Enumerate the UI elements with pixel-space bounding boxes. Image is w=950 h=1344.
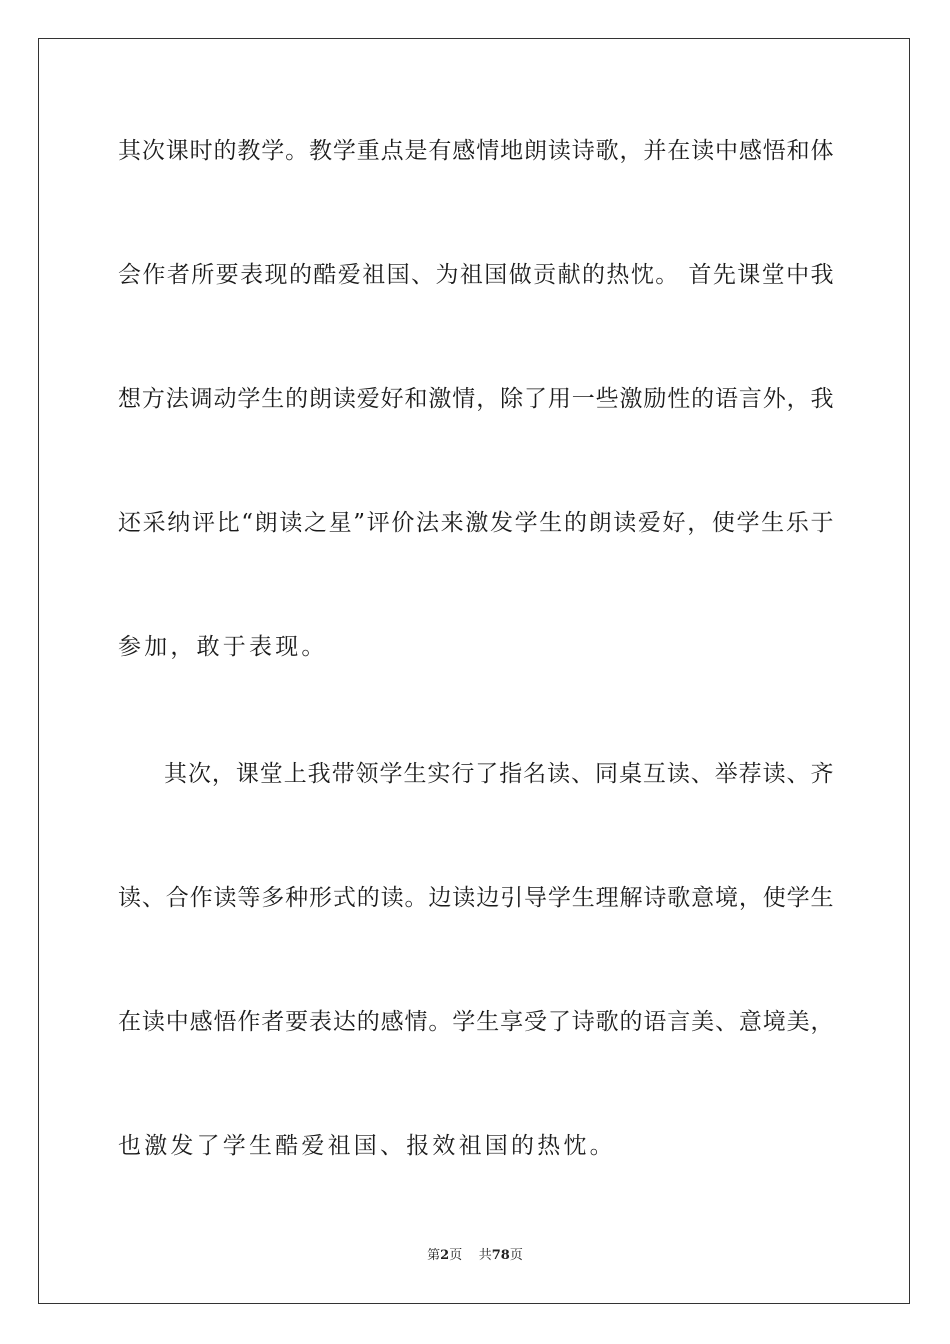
footer-page-suffix: 页	[449, 1248, 463, 1263]
paragraph-2-line-4: 也激发了学生酷爱祖国、报效祖国的热忱。	[118, 1133, 616, 1159]
paragraph-1-line-3: 想方法调动学生的朗读爱好和激情，除了用一些激励性的语言外，我	[118, 386, 834, 412]
paragraph-1-line-4: 还采纳评比“朗读之星”评价法来激发学生的朗读爱好，使学生乐于	[118, 510, 834, 536]
footer-page-prefix: 第	[427, 1248, 441, 1263]
page-border	[38, 38, 910, 1304]
footer-total-pages: 78	[491, 1248, 510, 1263]
paragraph-2-line-1: 其次，课堂上我带领学生实行了指名读、同桌互读、举荐读、齐	[164, 761, 834, 787]
page-footer	[0, 1247, 950, 1265]
paragraph-2-line-3: 在读中感悟作者要表达的感情。学生享受了诗歌的语言美、意境美，	[118, 1009, 834, 1035]
paragraph-2-line-2: 读、合作读等多种形式的读。边读边引导学生理解诗歌意境，使学生	[118, 885, 834, 911]
paragraph-1-line-2: 会作者所要表现的酷爱祖国、为祖国做贡献的热忱。 首先课堂中我	[118, 262, 834, 288]
footer-total-suffix: 页	[509, 1248, 523, 1263]
footer-total-prefix: 共	[478, 1248, 492, 1263]
paragraph-1-line-5: 参加，敢于表现。	[118, 634, 328, 660]
footer-page-number: 2	[440, 1248, 450, 1263]
paragraph-1-line-1: 其次课时的教学。教学重点是有感情地朗读诗歌，并在读中感悟和体	[118, 138, 834, 164]
